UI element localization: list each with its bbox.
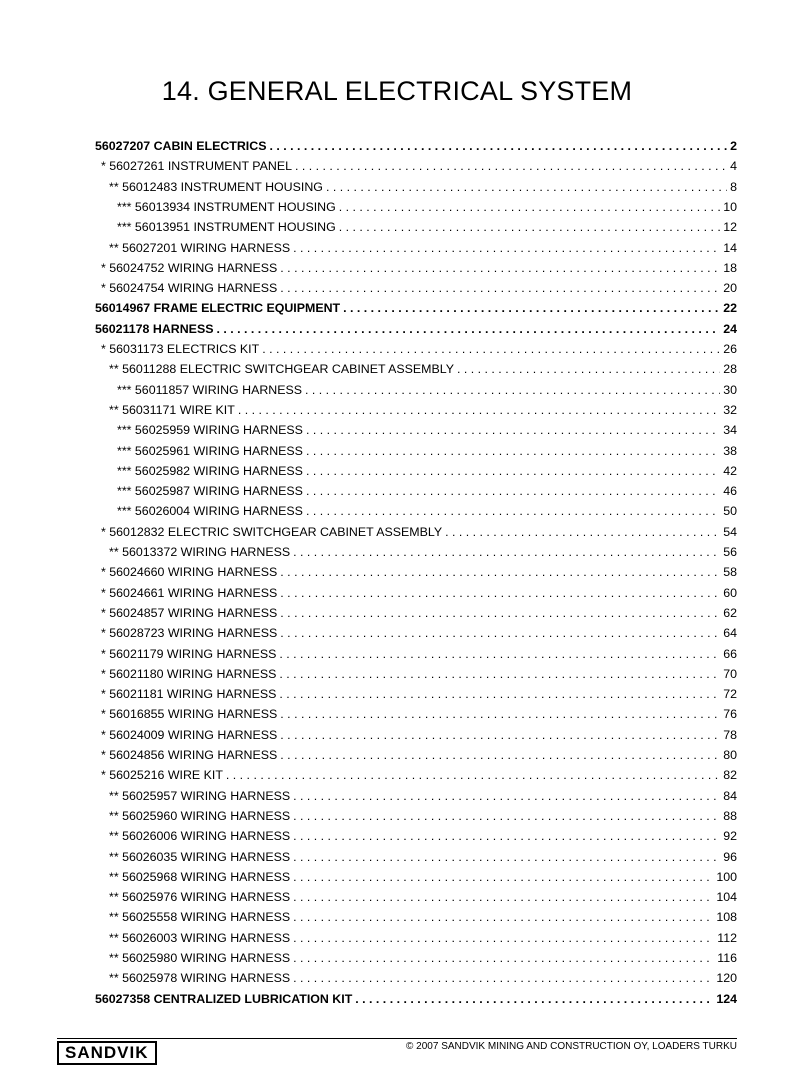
toc-entry-page: 56 (723, 545, 737, 559)
toc-entry-label: * 56024752 WIRING HARNESS (101, 260, 278, 275)
toc-entry-label: * 56031173 ELECTRICS KIT (101, 342, 260, 356)
toc-entry-label: *** 56026004 WIRING HARNESS (117, 504, 303, 519)
toc-entry-page: 60 (723, 585, 737, 600)
toc-entry[interactable] (117, 422, 737, 438)
toc-entry[interactable] (101, 727, 737, 743)
toc-entry-label: ** 56025968 WIRING HARNESS (109, 869, 291, 884)
toc-entry-page: 70 (723, 666, 737, 681)
toc-entry-label: * 56024856 WIRING HARNESS (101, 748, 278, 762)
toc-entry-page: 32 (723, 402, 737, 417)
dot-leader (280, 706, 720, 722)
toc-entry-page: 112 (717, 930, 737, 945)
toc-entry[interactable] (117, 219, 737, 235)
toc-entry-label: ** 56011288 ELECTRIC SWITCHGEAR CABINET ASSEMBLY (109, 362, 454, 377)
toc-entry-page: 20 (723, 281, 737, 296)
toc-entry[interactable] (117, 443, 737, 459)
dot-leader (293, 909, 713, 925)
toc-entry[interactable] (109, 402, 737, 418)
toc-entry[interactable] (109, 849, 737, 865)
toc-entry-page: 84 (723, 788, 737, 803)
dot-leader (305, 382, 720, 398)
dot-leader (280, 727, 720, 743)
toc-entry-page: 22 (723, 301, 737, 316)
dot-leader (293, 889, 713, 905)
toc-entry-page: 38 (723, 443, 737, 458)
toc-entry[interactable] (117, 199, 737, 215)
toc-entry-page: 26 (723, 342, 737, 356)
dot-leader (280, 747, 720, 763)
toc-entry-label: * 56021179 WIRING HARNESS (101, 646, 277, 661)
copyright-notice: © 2007 SANDVIK MINING AND CONSTRUCTION OY, LOADERS TURKU (406, 1041, 737, 1052)
toc-entry-label: * 56024661 WIRING HARNESS (101, 585, 278, 600)
toc-entry[interactable] (101, 260, 737, 276)
toc-entry-page: 10 (723, 199, 737, 214)
toc-entry-page: 64 (723, 626, 737, 641)
toc-entry-label: *** 56011857 WIRING HARNESS (117, 382, 303, 397)
dot-leader (216, 321, 720, 337)
toc-entry[interactable] (109, 889, 737, 905)
dot-leader (355, 991, 713, 1007)
dot-leader (293, 544, 720, 560)
dot-leader (306, 503, 720, 519)
toc-entry-page: 8 (730, 179, 737, 194)
dot-leader (280, 585, 720, 601)
dot-leader (306, 463, 720, 479)
toc-entry-label: * 56021181 WIRING HARNESS (101, 687, 277, 702)
page-title: 14. GENERAL ELECTRICAL SYSTEM (161, 76, 633, 106)
toc-entry-label: ** 56027201 WIRING HARNESS (109, 240, 291, 255)
toc-entry[interactable] (109, 808, 737, 824)
toc-entry[interactable] (95, 138, 737, 154)
toc-entry[interactable] (95, 321, 737, 337)
toc-entry-label: ** 56025978 WIRING HARNESS (109, 971, 291, 986)
toc-entry-page: 120 (716, 971, 737, 986)
toc-entry-label: * 56021180 WIRING HARNESS (101, 666, 277, 681)
dot-leader (238, 402, 720, 418)
dot-leader (269, 138, 727, 154)
toc-entry[interactable] (95, 991, 737, 1007)
toc-entry[interactable] (101, 646, 737, 662)
toc-entry[interactable] (109, 869, 737, 885)
toc-entry[interactable] (117, 483, 737, 499)
toc-entry-label: 56027358 CENTRALIZED LUBRICATION KIT (95, 991, 353, 1006)
toc-entry-label: ** 56026006 WIRING HARNESS (109, 829, 291, 844)
dot-leader (280, 260, 720, 276)
toc-entry-page: 100 (716, 869, 737, 884)
toc-entry[interactable] (101, 625, 737, 641)
toc-entry-label: *** 56025961 WIRING HARNESS (117, 443, 303, 458)
dot-leader (339, 199, 720, 215)
toc-entry-label: ** 56013372 WIRING HARNESS (109, 545, 291, 559)
toc-entry[interactable] (109, 240, 737, 256)
toc-entry-label: ** 56025960 WIRING HARNESS (109, 808, 291, 823)
toc-entry[interactable] (109, 361, 737, 377)
dot-leader (339, 219, 720, 235)
toc-entry[interactable] (101, 605, 737, 621)
footer-divider (57, 1038, 737, 1039)
toc-entry-page: 14 (723, 240, 737, 255)
toc-entry-page: 116 (717, 951, 737, 965)
toc-entry[interactable] (101, 686, 737, 702)
toc-entry[interactable] (95, 300, 737, 316)
dot-leader (293, 869, 713, 885)
toc-entry-page: 2 (730, 139, 737, 153)
toc-entry-label: 56014967 FRAME ELECTRIC EQUIPMENT (95, 301, 341, 316)
dot-leader (293, 240, 720, 256)
toc-entry-label: * 56024009 WIRING HARNESS (101, 727, 278, 742)
toc-entry[interactable] (109, 544, 737, 560)
toc-entry-page: 4 (730, 159, 737, 174)
toc-entry[interactable] (109, 909, 737, 925)
dot-leader (295, 158, 727, 174)
toc-entry-page: 66 (723, 646, 737, 661)
toc-entry-label: ** 56026035 WIRING HARNESS (109, 849, 291, 864)
dot-leader (280, 625, 720, 641)
toc-entry-page: 50 (723, 504, 737, 519)
toc-entry[interactable] (101, 341, 737, 357)
toc-entry-page: 18 (723, 260, 737, 275)
toc-entry-label: * 56016855 WIRING HARNESS (101, 707, 278, 722)
toc-entry[interactable] (101, 585, 737, 601)
toc-entry-label: *** 56025987 WIRING HARNESS (117, 484, 303, 499)
toc-entry-page: 46 (723, 484, 737, 499)
toc-entry-label: * 56025216 WIRE KIT (101, 768, 223, 783)
toc-entry-page: 104 (716, 890, 737, 905)
toc-entry-page: 96 (723, 849, 737, 864)
toc-entry[interactable] (109, 828, 737, 844)
toc-entry[interactable] (109, 930, 737, 946)
toc-entry-label: ** 56025976 WIRING HARNESS (109, 890, 291, 905)
toc-entry-label: ** 56025558 WIRING HARNESS (109, 910, 291, 925)
toc-entry-label: *** 56013934 INSTRUMENT HOUSING (117, 199, 336, 214)
dot-leader (279, 646, 720, 662)
toc-entry-page: 24 (723, 321, 737, 336)
toc-entry[interactable] (101, 666, 737, 682)
toc-entry[interactable] (109, 970, 737, 986)
sandvik-logo: SANDVIK (57, 1041, 157, 1065)
toc-entry[interactable] (101, 706, 737, 722)
toc-entry-label: ** 56012483 INSTRUMENT HOUSING (109, 179, 323, 194)
dot-leader (293, 930, 714, 946)
dot-leader (280, 280, 720, 296)
dot-leader (326, 179, 727, 195)
dot-leader (293, 808, 720, 824)
dot-leader (293, 828, 720, 844)
toc-entry-page: 124 (716, 991, 737, 1006)
dot-leader (279, 686, 720, 702)
toc-entry-page: 62 (723, 605, 737, 620)
dot-leader (343, 300, 720, 316)
dot-leader (280, 564, 720, 580)
toc-entry-label: *** 56025959 WIRING HARNESS (117, 423, 303, 438)
toc-entry-label: * 56027261 INSTRUMENT PANEL (101, 159, 292, 174)
toc-entry[interactable] (109, 179, 737, 195)
toc-entry[interactable] (117, 382, 737, 398)
toc-entry-page: 78 (723, 727, 737, 742)
dot-leader (293, 950, 714, 966)
toc-entry[interactable] (101, 564, 737, 580)
dot-leader (306, 483, 720, 499)
dot-leader (293, 788, 720, 804)
dot-leader (293, 970, 713, 986)
toc-entry-page: 34 (723, 423, 737, 438)
toc-entry[interactable] (101, 158, 737, 174)
dot-leader (280, 605, 720, 621)
toc-entry[interactable] (117, 463, 737, 479)
toc-entry[interactable] (109, 950, 737, 966)
toc-entry-page: 42 (723, 463, 737, 478)
toc-entry-label: ** 56025980 WIRING HARNESS (109, 951, 291, 965)
dot-leader (262, 341, 720, 357)
toc-entry-page: 108 (716, 910, 737, 925)
toc-entry-label: *** 56013951 INSTRUMENT HOUSING (117, 220, 336, 235)
toc-entry-label: *** 56025982 WIRING HARNESS (117, 463, 303, 478)
dot-leader (445, 524, 720, 540)
toc-entry[interactable] (101, 767, 737, 783)
toc-entry-page: 92 (723, 829, 737, 844)
toc-entry-label: 56021178 HARNESS (95, 321, 214, 336)
dot-leader (306, 422, 720, 438)
toc-entry-page: 76 (723, 707, 737, 722)
toc-entry-page: 54 (723, 524, 737, 539)
toc-entry-page: 88 (723, 808, 737, 823)
toc-entry-page: 28 (723, 362, 737, 377)
toc-entry[interactable] (101, 524, 737, 540)
toc-entry[interactable] (117, 503, 737, 519)
dot-leader (293, 849, 720, 865)
dot-leader (457, 361, 720, 377)
toc-entry-label: * 56024857 WIRING HARNESS (101, 605, 278, 620)
dot-leader (226, 767, 720, 783)
toc-entry-page: 82 (723, 768, 737, 783)
toc-entry-page: 72 (723, 687, 737, 702)
toc-entry-label: 56027207 CABIN ELECTRICS (95, 139, 267, 153)
toc-entry-label: ** 56026003 WIRING HARNESS (109, 930, 291, 945)
toc-entry-label: ** 56031171 WIRE KIT (109, 402, 235, 417)
toc-entry[interactable] (101, 280, 737, 296)
dot-leader (279, 666, 720, 682)
toc-entry[interactable] (109, 788, 737, 804)
toc-entry-page: 30 (723, 382, 737, 397)
toc-entry-page: 12 (723, 220, 737, 235)
toc-entry[interactable] (101, 747, 737, 763)
toc-entry-label: * 56012832 ELECTRIC SWITCHGEAR CABINET ASSEMBLY (101, 524, 443, 539)
toc-entry-label: ** 56025957 WIRING HARNESS (109, 788, 291, 803)
toc-entry-label: * 56024660 WIRING HARNESS (101, 565, 278, 580)
toc-entry-label: * 56024754 WIRING HARNESS (101, 281, 278, 296)
dot-leader (306, 443, 720, 459)
toc-entry-label: * 56028723 WIRING HARNESS (101, 626, 278, 641)
toc-entry-page: 58 (723, 565, 737, 580)
toc-entry-page: 80 (723, 748, 737, 762)
